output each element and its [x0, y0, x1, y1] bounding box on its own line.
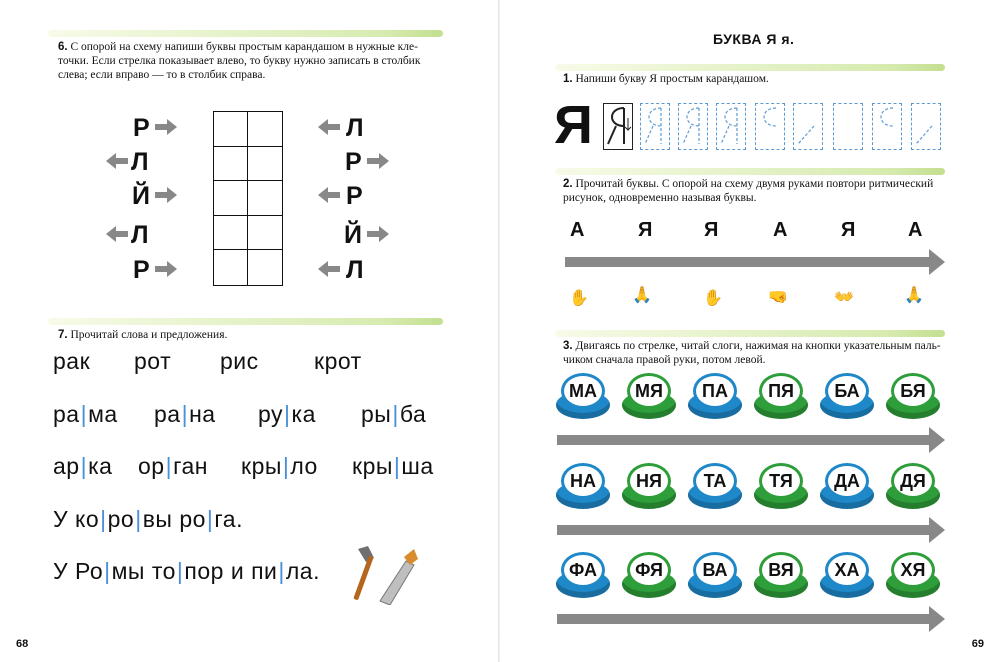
task1-band: [555, 64, 945, 71]
syllable-button[interactable]: [556, 552, 610, 600]
syllable: на: [189, 401, 216, 427]
button-label: МА: [561, 373, 605, 409]
left-letter-2: Л: [131, 148, 149, 176]
task6-text-1: С опорой на схему напиши буквы простым карандашом в нужные кле-: [70, 41, 418, 53]
axe-and-saw-illustration: [340, 545, 420, 605]
syllable: ма: [88, 401, 118, 427]
task2-text-1: Прочитай буквы. С опорой на схему двумя руками повтори ритмический: [575, 178, 934, 190]
direction-arrow: [557, 525, 931, 535]
task1-instruction: [563, 72, 769, 86]
one-hand-clap-icon: ✋: [703, 290, 723, 307]
two-open-hands-icon: 👐: [834, 289, 854, 306]
trace-box[interactable]: [793, 103, 823, 150]
task6-instruction: [58, 40, 448, 82]
syllable-button[interactable]: [556, 373, 610, 421]
task3-text-1: Двигаясь по стрелке, читай слоги, нажимая на кнопки указательным паль-: [575, 340, 941, 352]
trace-box[interactable]: [755, 103, 785, 150]
button-label: ДЯ: [891, 463, 935, 499]
task6-band: [48, 30, 443, 37]
arrow-left-icon: [316, 187, 340, 203]
syllable: ор: [138, 453, 165, 479]
sentence-2: У Ро|мы то|пор и пи|ла.: [53, 558, 320, 584]
rhythm-letter: Я: [841, 219, 856, 241]
two-hands-clap-icon: 🙏: [904, 287, 924, 304]
syllable: ба: [399, 401, 427, 427]
arrow-right-icon: [367, 153, 391, 169]
syllable-button[interactable]: [886, 463, 940, 511]
button-label: МЯ: [627, 373, 671, 409]
word: ра|на: [154, 401, 216, 427]
ya-dashed-icon: [717, 104, 745, 148]
rhythm-letter: Я: [704, 219, 719, 241]
syllable-button[interactable]: [556, 463, 610, 511]
arrow-right-icon: [367, 226, 391, 242]
right-letter-1: Л: [346, 114, 364, 142]
word: ар|ка: [53, 453, 113, 479]
task7-band: [48, 318, 443, 325]
task3-number: 3.: [563, 340, 573, 352]
ya-dashed-icon: [679, 104, 707, 148]
word: крот: [314, 348, 362, 374]
rhythm-letter: А: [570, 219, 585, 241]
fragment: вы ро: [142, 506, 206, 532]
syllable: ло: [290, 453, 318, 479]
syllable: ар: [53, 453, 80, 479]
task1-text: Напиши букву Я простым карандашом.: [575, 73, 769, 85]
sentence-1: У ко|ро|вы ро|га.: [53, 506, 243, 532]
one-hand-clap-icon: ✋: [569, 290, 589, 307]
arrow-left-icon: [104, 226, 128, 242]
trace-box[interactable]: [678, 103, 708, 150]
word: рис: [220, 348, 259, 374]
right-letter-4: Й: [344, 221, 362, 249]
task2-text-2: рисунок, одновременно называя буквы.: [563, 192, 757, 204]
button-label: ФЯ: [627, 552, 671, 588]
task7-text: Прочитай слова и предложения.: [70, 329, 228, 341]
syllable: ша: [401, 453, 434, 479]
word: рак: [53, 348, 91, 374]
fragment: У Ро: [53, 558, 104, 584]
right-page: [500, 0, 1000, 662]
direction-arrow: [557, 614, 931, 624]
two-hands-clap-icon: 🙏: [632, 287, 652, 304]
rhythm-letter: Я: [638, 219, 653, 241]
button-label: ВЯ: [759, 552, 803, 588]
fragment: пор и пи: [184, 558, 278, 584]
rhythm-letter: А: [908, 219, 923, 241]
button-label: ХА: [825, 552, 869, 588]
left-letter-1: Р: [133, 114, 150, 142]
syllable-button[interactable]: [688, 463, 742, 511]
syllable-button[interactable]: [820, 373, 874, 421]
right-letter-3: Р: [346, 182, 363, 210]
page-number: 69: [971, 638, 984, 650]
word: ра|ма: [53, 401, 118, 427]
task3-instruction: [563, 339, 948, 367]
task2-band: [555, 168, 945, 175]
button-label: ХЯ: [891, 552, 935, 588]
task1-number: 1.: [563, 73, 573, 85]
arrow-left-icon: [104, 153, 128, 169]
syllable-button[interactable]: [820, 463, 874, 511]
syllable-button[interactable]: [622, 373, 676, 421]
direction-arrow: [565, 257, 931, 267]
syllable-button[interactable]: [754, 463, 808, 511]
syllable-button[interactable]: [622, 463, 676, 511]
page-number: 68: [16, 638, 29, 650]
syllable: ган: [173, 453, 208, 479]
trace-box[interactable]: [716, 103, 746, 150]
button-label: ТА: [693, 463, 737, 499]
ya-leg-dashed-icon: [794, 104, 822, 148]
syllable: ра: [154, 401, 181, 427]
letter-grid[interactable]: [213, 111, 283, 286]
task7-instruction: [58, 328, 227, 342]
direction-arrow: [557, 435, 931, 445]
syllable-button[interactable]: [622, 552, 676, 600]
right-letter-2: Р: [345, 148, 362, 176]
word: ор|ган: [138, 453, 208, 479]
syllable: ры: [361, 401, 392, 427]
button-label: ФА: [561, 552, 605, 588]
task6-number: 6.: [58, 41, 68, 53]
task3-text-2: чиком сначала правой руки, потом левой.: [563, 354, 766, 366]
trace-box[interactable]: [833, 103, 863, 150]
left-letter-3: Й: [132, 182, 150, 210]
syllable-button[interactable]: [754, 552, 808, 600]
ya-leg-dashed-icon: [912, 104, 940, 148]
word: кры|ло: [241, 453, 318, 479]
task3-band: [555, 330, 945, 337]
task2-instruction: [563, 177, 948, 205]
task2-number: 2.: [563, 178, 573, 190]
task6-text-3: слева; если вправо — то в столбик справа.: [58, 69, 266, 81]
word: кры|ша: [352, 453, 434, 479]
button-label: ПЯ: [759, 373, 803, 409]
fragment: У ко: [53, 506, 100, 532]
big-letter-ya: Я: [554, 95, 593, 155]
syllable-button[interactable]: [820, 552, 874, 600]
task6-text-2: точки. Если стрелка показывает влево, то букву нужно записать в столбик: [58, 55, 421, 67]
right-letter-5: Л: [346, 256, 364, 284]
arrow-left-icon: [316, 119, 340, 135]
button-label: ТЯ: [759, 463, 803, 499]
syllable-button[interactable]: [754, 373, 808, 421]
word: рот: [134, 348, 172, 374]
syllable-button[interactable]: [688, 373, 742, 421]
button-label: НА: [561, 463, 605, 499]
word: ру|ка: [258, 401, 316, 427]
left-letter-5: Р: [133, 256, 150, 284]
left-letter-4: Л: [131, 221, 149, 249]
word: ры|ба: [361, 401, 427, 427]
trace-box[interactable]: [640, 103, 670, 150]
trace-box[interactable]: [911, 103, 941, 150]
task7-number: 7.: [58, 329, 68, 341]
syllable: кры: [352, 453, 393, 479]
syllable-button[interactable]: [688, 552, 742, 600]
ya-dashed-icon: [641, 104, 669, 148]
trace-box[interactable]: [872, 103, 902, 150]
syllable: ка: [88, 453, 113, 479]
syllable: кры: [241, 453, 282, 479]
ya-stroke-order-icon: [604, 104, 632, 148]
button-label: ВА: [693, 552, 737, 588]
fragment: га.: [214, 506, 243, 532]
button-label: БЯ: [891, 373, 935, 409]
ya-bowl-dashed-icon: [756, 104, 784, 148]
arrow-right-icon: [155, 119, 179, 135]
arrow-right-icon: [155, 187, 179, 203]
fragment: ро: [107, 506, 135, 532]
button-label: НЯ: [627, 463, 671, 499]
ya-bowl-dashed-icon: [873, 104, 901, 148]
syllable-button[interactable]: [886, 373, 940, 421]
button-label: БА: [825, 373, 869, 409]
trace-box-sample[interactable]: [603, 103, 633, 150]
two-fists-icon: 🤜: [768, 289, 788, 306]
syllable: ру: [258, 401, 284, 427]
syllable: ра: [53, 401, 80, 427]
rhythm-letter: А: [773, 219, 788, 241]
arrow-right-icon: [155, 261, 179, 277]
syllable-button[interactable]: [886, 552, 940, 600]
arrow-left-icon: [316, 261, 340, 277]
fragment: мы то: [111, 558, 176, 584]
fragment: ла.: [285, 558, 320, 584]
page-title: БУКВА Я я.: [713, 31, 795, 47]
syllable: ка: [291, 401, 316, 427]
button-label: ПА: [693, 373, 737, 409]
button-label: ДА: [825, 463, 869, 499]
